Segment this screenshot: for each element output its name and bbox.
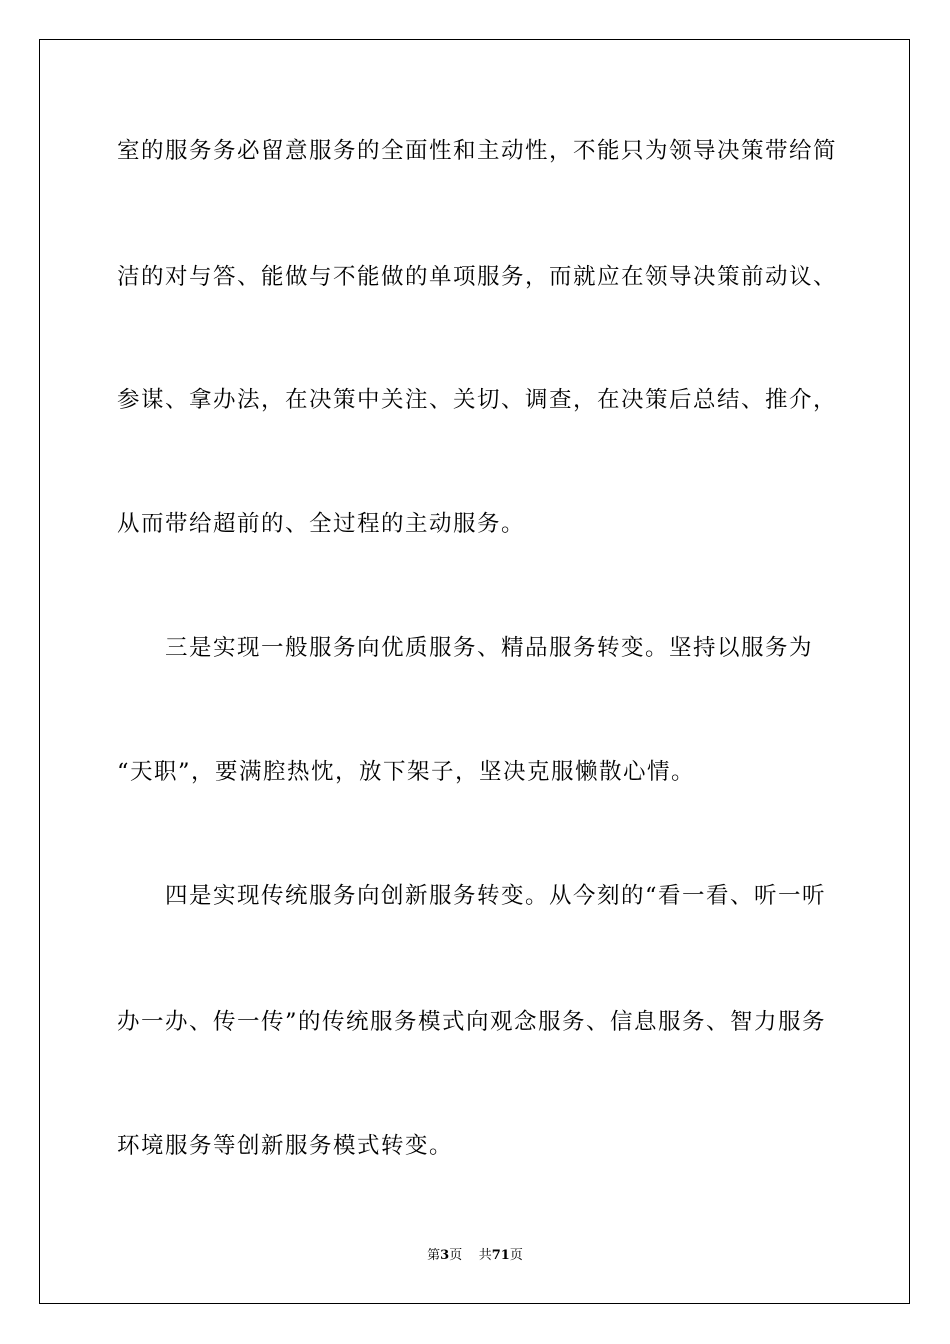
page-footer [0,1247,950,1265]
paragraph-line-9: 环境服务等创新服务模式转变。 [117,1133,454,1159]
paragraph-line-7: 四是实现传统服务向创新服务转变。从今刻的“看一看、听一听 [165,883,827,909]
footer-page-prefix: 第 [427,1248,441,1263]
paragraph-line-4: 从而带给超前的、全过程的主动服务。 [117,511,526,537]
footer-page-number: 3 [440,1248,450,1263]
page-border [39,39,910,1304]
paragraph-line-5: 三是实现一般服务向优质服务、精品服务转变。坚持以服务为 [165,635,814,661]
footer-total-prefix: 共 [478,1248,492,1263]
footer-total-suffix: 页 [509,1248,523,1263]
paragraph-line-2: 洁的对与答、能做与不能做的单项服务，而就应在领导决策前动议、 [117,264,838,290]
footer-total-pages: 71 [491,1248,510,1263]
footer-page-suffix: 页 [449,1248,463,1263]
paragraph-line-8: 办一办、传一传”的传统服务模式向观念服务、信息服务、智力服务 [117,1009,827,1035]
paragraph-line-1: 室的服务务必留意服务的全面性和主动性，不能只为领导决策带给简 [117,138,838,164]
paragraph-line-6: “天职”，要满腔热忱，放下架子，坚决克服懒散心情。 [117,759,696,785]
paragraph-line-3: 参谋、拿办法，在决策中关注、关切、调查，在决策后总结、推介， [117,387,838,413]
